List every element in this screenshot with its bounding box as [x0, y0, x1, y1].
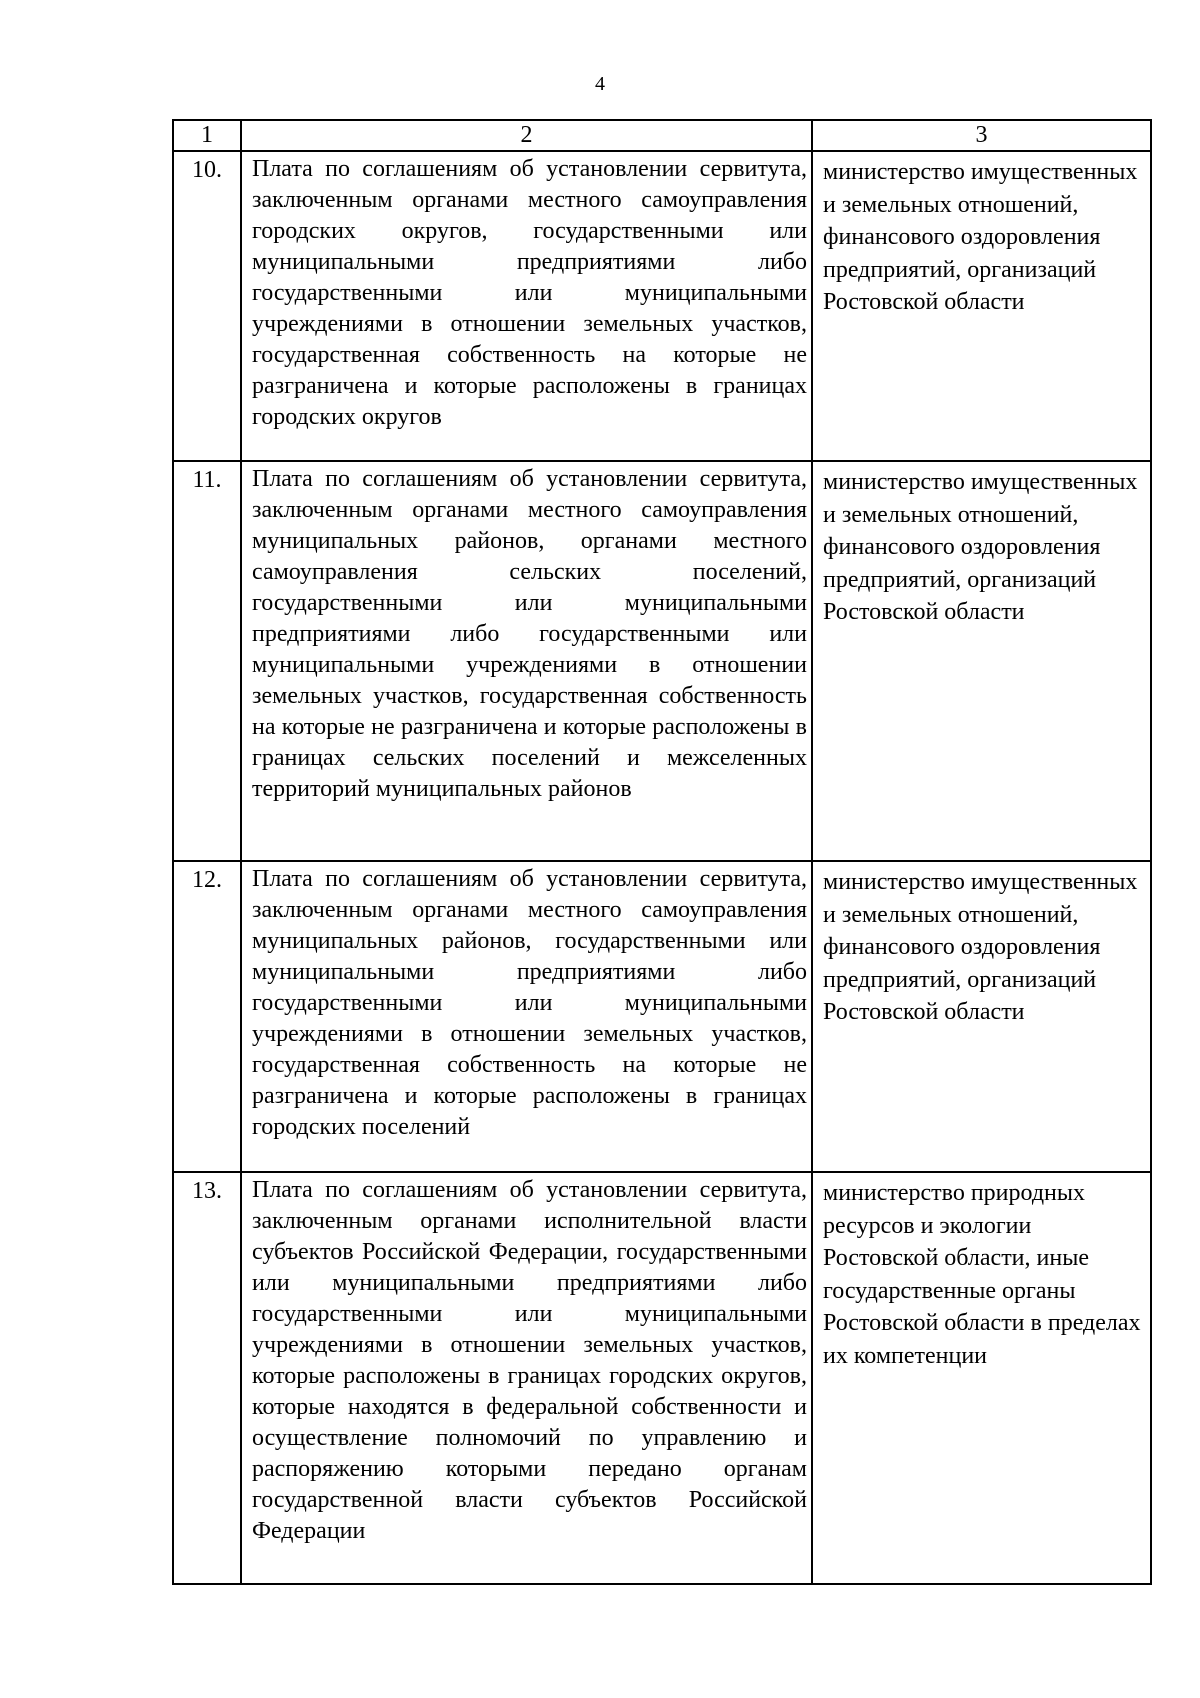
header-cell-3: 3: [812, 120, 1151, 151]
row-number: 13.: [173, 1172, 241, 1584]
row-description: Плата по соглашениям об установлении сервитута, заключенным органами исполнительной власти субъектов Российской Федерации, государственными или муниципальными предприятиями либо государственными или муниципальными учреждениями в отношении земельных участков, которые расположены в границах городских округов, которые находятся в федеральной собственности и осуществление полномочий по управлению и распоряжению которыми передано органам государственной власти субъектов Российской Федерации: [241, 1172, 812, 1584]
table-row: [173, 151, 1151, 461]
table-row: [173, 1172, 1151, 1584]
page-number: 4: [595, 73, 605, 95]
row-description: Плата по соглашениям об установлении сервитута, заключенным органами местного самоуправления муниципальных районов, государственными или муниципальными предприятиями либо государственными или муниципальными учреждениями в отношении земельных участков, государственная собственность на которые не разграничена и которые расположены в границах городских поселений: [241, 861, 812, 1172]
row-description: Плата по соглашениям об установлении сервитута, заключенным органами местного самоуправления городских округов, государственными или муниципальными предприятиями либо государственными или муниципальными учреждениями в отношении земельных участков, государственная собственность на которые не разграничена и которые расположены в границах городских округов: [241, 151, 812, 461]
row-number: 12.: [173, 861, 241, 1172]
row-authority: министерство природных ресурсов и экологии Ростовской области, иные государственные органы Ростовской области в пределах их компетенции: [812, 1172, 1151, 1584]
row-authority: министерство имущественных и земельных отношений, финансового оздоровления предприятий, организаций Ростовской области: [812, 861, 1151, 1172]
table-row: [173, 461, 1151, 861]
table-header-row: [173, 120, 1151, 151]
table-row: [173, 861, 1151, 1172]
row-description: Плата по соглашениям об установлении сервитута, заключенным органами местного самоуправления муниципальных районов, органами местного самоуправления сельских поселений, государственными или муниципальными предприятиями либо государственными или муниципальными учреждениями в отношении земельных участков, государственная собственность на которые не разграничена и которые расположены в границах сельских поселений и межселенных территорий муниципальных районов: [241, 461, 812, 861]
row-number: 10.: [173, 151, 241, 461]
row-authority: министерство имущественных и земельных отношений, финансового оздоровления предприятий, организаций Ростовской области: [812, 151, 1151, 461]
header-cell-1: 1: [173, 120, 241, 151]
revenue-table: [172, 119, 1152, 1585]
row-authority: министерство имущественных и земельных отношений, финансового оздоровления предприятий, организаций Ростовской области: [812, 461, 1151, 861]
row-number: 11.: [173, 461, 241, 861]
header-cell-2: 2: [241, 120, 812, 151]
